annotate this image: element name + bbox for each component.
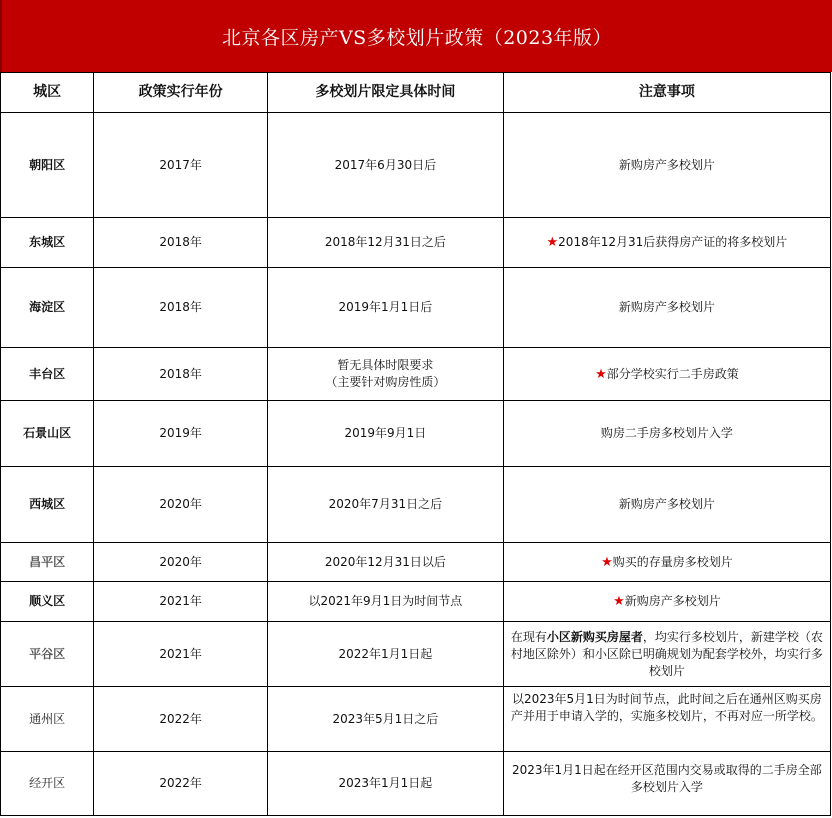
table-row <box>1 687 831 752</box>
time-cell: 2020年7月31日之后 <box>267 467 503 543</box>
time-cell: 2020年12月31日以后 <box>267 543 503 582</box>
note-text-bold: 小区新购买房屋者 <box>546 629 643 644</box>
district-cell: 丰台区 <box>1 348 94 401</box>
note-text: 部分学校实行二手房政策 <box>606 366 739 381</box>
note-text: 2018年12月31后获得房产证的将多校划片 <box>558 235 788 249</box>
year-cell: 2018年 <box>94 218 268 268</box>
year-cell: 2021年 <box>94 582 268 622</box>
table-row <box>1 752 831 816</box>
district-cell: 海淀区 <box>1 268 94 348</box>
note-text-pre: 在现有 <box>510 629 547 644</box>
time-cell: 以2021年9月1日为时间节点 <box>267 582 503 622</box>
policy-table <box>0 72 831 816</box>
year-cell: 2018年 <box>94 348 268 401</box>
note-cell: 购房二手房多校划片入学 <box>503 401 830 467</box>
time-cell: 2023年1月1日起 <box>267 752 503 816</box>
district-cell: 朝阳区 <box>1 113 94 218</box>
time-cell: 2018年12月31日之后 <box>267 218 503 268</box>
time-line-2: （主要针对购房性质） <box>325 375 446 389</box>
time-line-1: 暂无具体时限要求 <box>337 358 434 372</box>
time-cell: 2019年9月1日 <box>267 401 503 467</box>
year-cell: 2019年 <box>94 401 268 467</box>
district-cell: 平谷区 <box>1 622 94 687</box>
note-cell <box>503 582 830 622</box>
table-row <box>1 582 831 622</box>
table-row <box>1 543 831 582</box>
time-cell: 2022年1月1日起 <box>267 622 503 687</box>
time-cell: 2017年6月30日后 <box>267 113 503 218</box>
note-cell: 新购房产多校划片 <box>503 113 830 218</box>
page-title: 北京各区房产VS多校划片政策（2023年版） <box>0 0 832 72</box>
table-row <box>1 622 831 687</box>
note-text: 购买的存量房多校划片 <box>612 554 733 569</box>
header-year: 政策实行年份 <box>94 73 268 113</box>
year-cell: 2022年 <box>94 687 268 752</box>
note-cell <box>503 218 830 268</box>
time-cell: 2023年5月1日之后 <box>267 687 503 752</box>
table-row <box>1 467 831 543</box>
district-cell: 顺义区 <box>1 582 94 622</box>
table-row <box>1 218 831 268</box>
header-time: 多校划片限定具体时间 <box>267 73 503 113</box>
year-cell: 2018年 <box>94 268 268 348</box>
note-text-post: ，均实行多校划片，新建学校（农村地区除外）和小区除已明确规划为配套学校外，均实行多校划片 <box>510 629 823 678</box>
note-text: 新购房产多校划片 <box>624 594 721 608</box>
note-cell: 以2023年5月1日为时间节点，此时间之后在通州区购买房产并用于申请入学的，实施多校划片，不再对应一所学校。 <box>503 687 830 752</box>
district-cell: 通州区 <box>1 687 94 752</box>
table-header-row <box>1 73 831 113</box>
year-cell: 2020年 <box>94 467 268 543</box>
district-cell: 昌平区 <box>1 543 94 582</box>
star-icon: ★ <box>546 235 559 250</box>
note-cell: 2023年1月1日起在经开区范围内交易或取得的二手房全部多校划片入学 <box>503 752 830 816</box>
header-district: 城区 <box>1 73 94 113</box>
time-cell: 2019年1月1日后 <box>267 268 503 348</box>
star-icon: ★ <box>613 594 625 609</box>
star-icon: ★ <box>595 366 607 382</box>
table-row <box>1 401 831 467</box>
year-cell: 2017年 <box>94 113 268 218</box>
note-cell <box>503 348 830 401</box>
year-cell: 2021年 <box>94 622 268 687</box>
district-cell: 石景山区 <box>1 401 94 467</box>
note-cell <box>503 543 830 582</box>
district-cell: 东城区 <box>1 218 94 268</box>
note-cell <box>503 622 830 687</box>
district-cell: 西城区 <box>1 467 94 543</box>
note-cell: 新购房产多校划片 <box>503 268 830 348</box>
table-row <box>1 268 831 348</box>
star-icon: ★ <box>601 554 613 570</box>
note-cell: 新购房产多校划片 <box>503 467 830 543</box>
district-cell: 经开区 <box>1 752 94 816</box>
year-cell: 2022年 <box>94 752 268 816</box>
year-cell: 2020年 <box>94 543 268 582</box>
header-note: 注意事项 <box>503 73 830 113</box>
table-row <box>1 113 831 218</box>
table-row <box>1 348 831 401</box>
time-cell <box>267 348 503 401</box>
